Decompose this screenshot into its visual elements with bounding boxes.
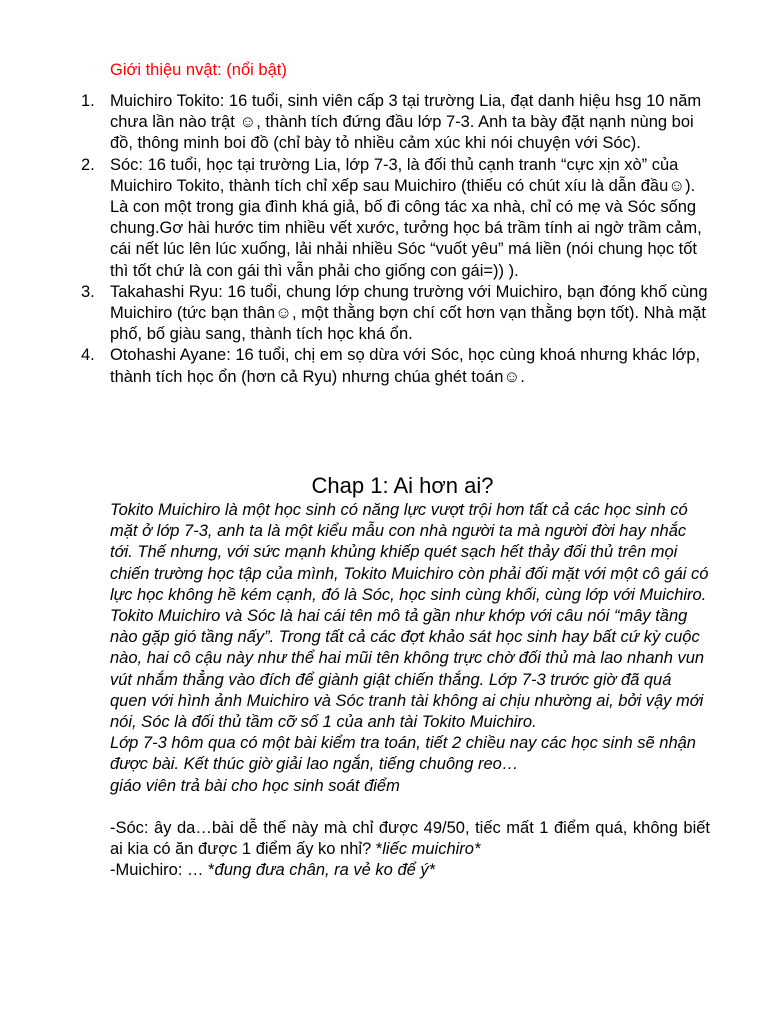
intro-heading: Giới thiệu nvật: (nổi bật) bbox=[110, 61, 287, 79]
list-item-text: Otohashi Ayane: 16 tuổi, chị em sọ dừa với Sóc, học cùng khoá nhưng khác lớp, thành tích học ổn (hơn cả Ryu) nhưng chúa ghét toán☺. bbox=[110, 346, 701, 386]
list-item bbox=[78, 345, 708, 387]
character-list bbox=[78, 91, 708, 388]
dialogue-speech: -Muichiro: … * bbox=[110, 861, 215, 880]
dialogue-line-soc bbox=[110, 818, 710, 860]
list-item-number: 1. bbox=[81, 92, 95, 110]
list-item-number: 2. bbox=[81, 155, 95, 174]
dialogue-action: liếc muichiro* bbox=[382, 840, 481, 859]
list-item bbox=[78, 91, 708, 155]
list-item-text: Muichiro Tokito: 16 tuổi, sinh viên cấp 3 tại trường Lia, đạt danh hiệu hsg 10 năm chưa lần nào trật ☺, thành tích đứng đầu lớp 7-3. Anh ta bày đặt nạnh nùng boi đồ, thông minh boi đồ (chỉ bày tỏ nhiều cảm xúc khi nói chuyện với Sóc). bbox=[110, 92, 702, 153]
paragraph-spacer bbox=[110, 797, 710, 818]
list-item-text: Takahashi Ryu: 16 tuổi, chung lớp chung trường với Muichiro, bạn đóng khố cùng Muichiro (tức bạn thân☺, một thằng bợn chí cốt hơn vạn thằng bợn tốt). Nhà mặt phố, bố giàu sang, thành tích học khá ổn. bbox=[110, 282, 708, 344]
list-item-number: 4. bbox=[81, 346, 95, 365]
list-item bbox=[78, 282, 708, 346]
story-body bbox=[110, 500, 710, 881]
chapter-title: Chap 1: Ai hơn ai? bbox=[311, 473, 494, 498]
list-item-text: Sóc: 16 tuổi, học tại trường Lia, lớp 7-3, là đối thủ cạnh tranh “cực xịn xò” của Muichiro Tokito, thành tích chỉ xếp sau Muichiro (thiếu có chút xíu là dẫn đầu☺). Là con một trong gia đình khá giả, bố đi công tác xa nhà, chỉ có mẹ và Sóc sống chung.Gơ hài hước tim nhiều vết xước, tưởng học bá trầm tính ai ngờ trầm cảm, cái nết lúc lên lúc xuống, lải nhải nhiều Sóc “vuốt yêu” má liền (nói chung học tốt thì tốt chứ là con gái thì vẫn phải cho giống con gái=)) ). bbox=[110, 155, 702, 280]
narration-paragraph: Lớp 7-3 hôm qua có một bài kiểm tra toán, tiết 2 chiều nay các học sinh sẽ nhận được bài. Kết thúc giờ giải lao ngắn, tiếng chuông reo… bbox=[110, 734, 696, 774]
narration-paragraph: giáo viên trả bài cho học sinh soát điểm bbox=[110, 776, 400, 795]
narration-paragraph: Tokito Muichiro là một học sinh có năng lực vượt trội hơn tất cả các học sinh có mặt ở lớp 7-3, anh ta là một kiểu mẫu con nhà người ta mà người đời hay nhắc tới. Thế nhưng, với sức mạnh khủng khiếp quét sạch hết thảy đối thủ trên mọi chiến trường học tập của mình, Tokito Muichiro còn phải đối mặt với một cô gái có lực học không hề kém cạnh, đó là Sóc, học sinh cùng khối, cùng lớp với Muichiro. Tokito Muichiro và Sóc là hai cái tên mô tả gần như khớp với câu nói “mây tầng nào gặp gió tầng nấy”. Trong tất cả các đợt khảo sát học sinh hay bất cứ kỳ cuộc nào, hai cô cậu này như thể hai mũi tên không trực chờ đối thủ mà lao nhanh vun vút nhắm thẳng vào đích để giành giật chiến thắng. Lớp 7-3 trước giờ đã quá quen với hình ảnh Muichiro và Sóc tranh tài không ai chịu nhường ai, bởi vậy mới nói, Sóc là đối thủ tầm cỡ số 1 của anh tài Tokito Muichiro. bbox=[110, 501, 709, 732]
list-item bbox=[78, 155, 708, 282]
list-item-number: 3. bbox=[81, 282, 95, 301]
dialogue-speech: -Sóc: ây da…bài dễ thế này mà chỉ được 49/50, tiếc mất 1 điểm quá, không biết ai kia có ăn được 1 điểm ấy ko nhỉ? * bbox=[110, 818, 710, 859]
dialogue-line-muichiro bbox=[110, 860, 710, 881]
dialogue-action: đung đưa chân, ra vẻ ko để ý* bbox=[214, 861, 436, 880]
